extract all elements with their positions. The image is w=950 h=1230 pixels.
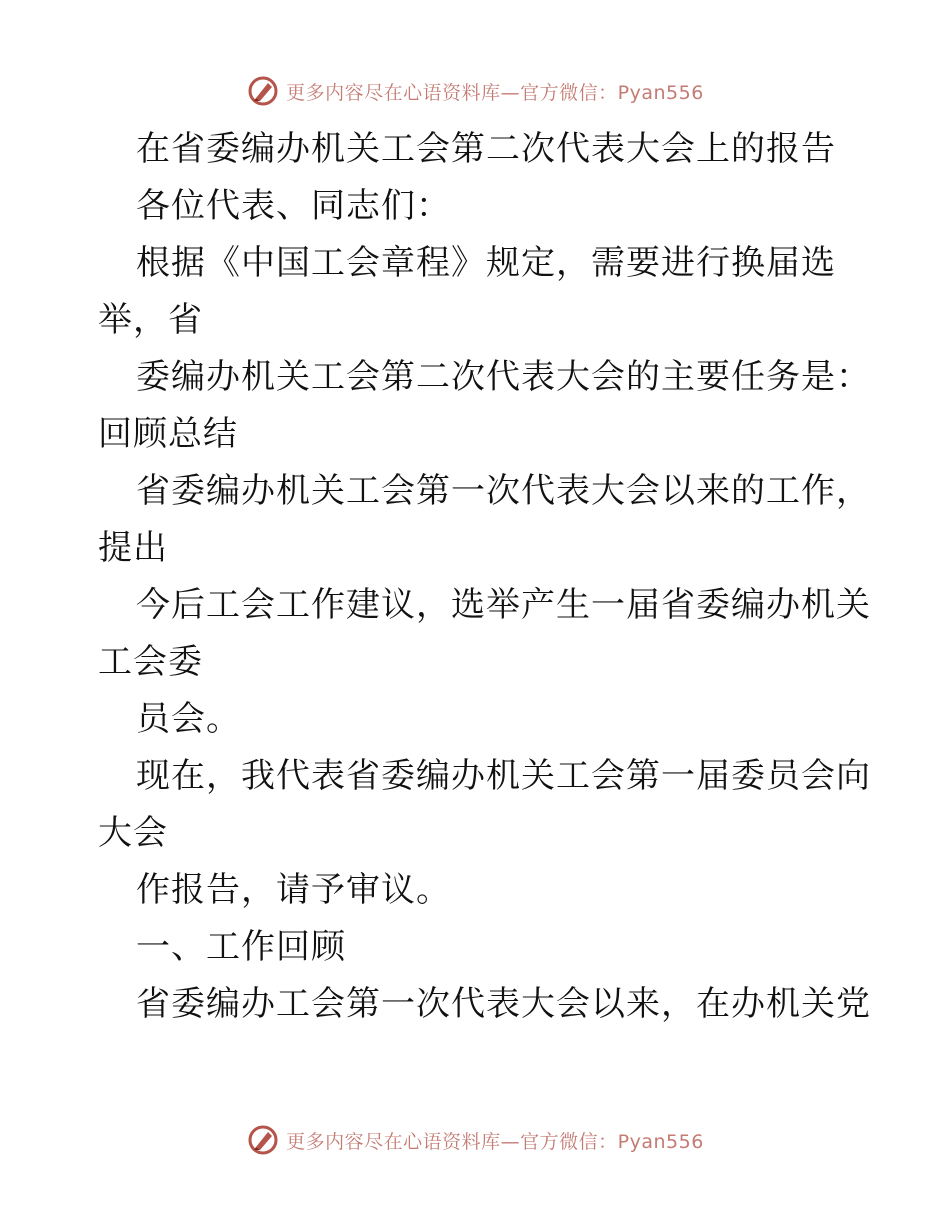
footer-watermark xyxy=(0,1120,950,1160)
text-line: 今后工会工作建议，选举产生一届省委编办机关 xyxy=(136,585,871,625)
text-line: 举，省 xyxy=(98,300,203,340)
text-line: 现在，我代表省委编办机关工会第一届委员会向 xyxy=(136,756,871,796)
watermark-text: 更多内容尽在心语资料库—官方微信：Pyan556 xyxy=(286,1130,704,1153)
text-line: 省委编办工会第一次代表大会以来，在办机关党 xyxy=(136,984,871,1024)
document-body xyxy=(98,121,871,1033)
watermark-text: 更多内容尽在心语资料库—官方微信：Pyan556 xyxy=(286,81,704,104)
text-line: 一、工作回顾 xyxy=(136,927,346,967)
text-line: 在省委编办机关工会第二次代表大会上的报告 xyxy=(136,129,836,169)
text-line: 回顾总结 xyxy=(98,414,238,454)
pen-nib-circle-icon xyxy=(246,74,280,108)
text-line: 各位代表、同志们： xyxy=(136,186,451,226)
header-watermark xyxy=(0,71,950,111)
text-line: 根据《中国工会章程》规定，需要进行换届选 xyxy=(136,243,836,283)
text-line: 省委编办机关工会第一次代表大会以来的工作， xyxy=(136,471,871,511)
text-line: 大会 xyxy=(98,813,168,853)
pen-nib-circle-icon xyxy=(246,1123,280,1157)
text-line: 作报告，请予审议。 xyxy=(136,870,451,910)
text-line: 委编办机关工会第二次代表大会的主要任务是： xyxy=(136,357,871,397)
text-line: 员会。 xyxy=(136,699,241,739)
text-line: 工会委 xyxy=(98,642,203,682)
text-line: 提出 xyxy=(98,528,168,568)
